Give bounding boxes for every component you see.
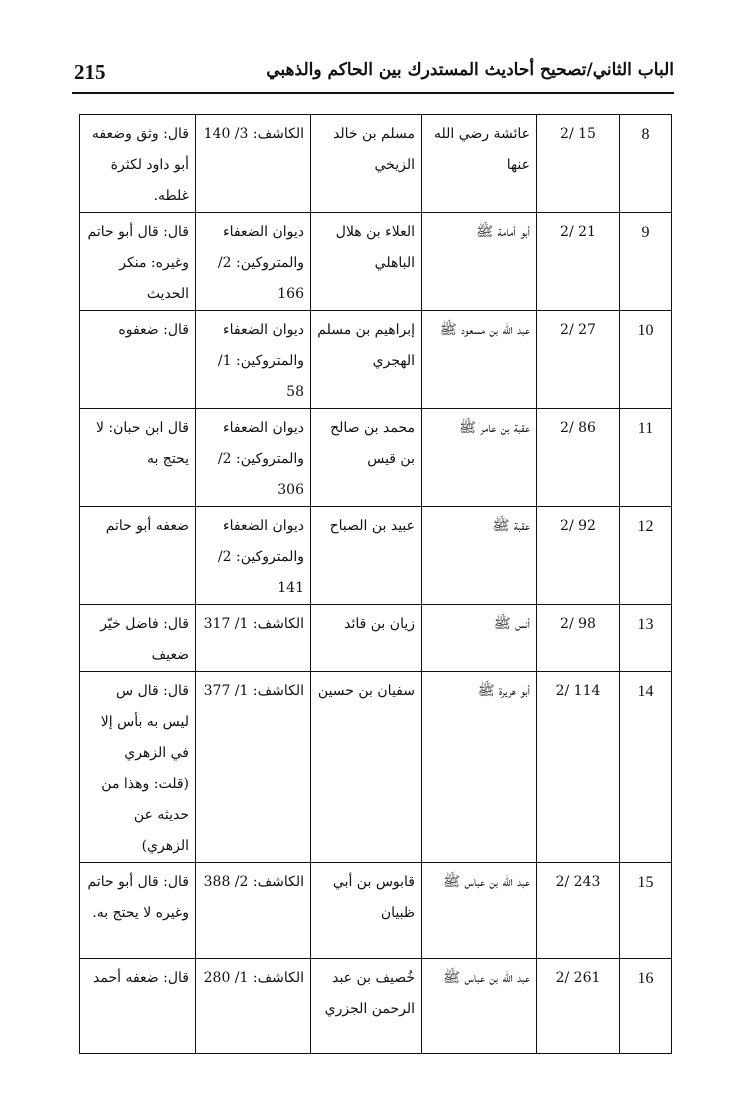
companion-cell: عبد الله بن عباس ﷺ bbox=[422, 863, 537, 959]
table-row bbox=[80, 672, 672, 863]
hadith-reference: 2/ 21 bbox=[537, 213, 620, 311]
table-row bbox=[80, 311, 672, 409]
verdict-cell: قال: ضعفه أحمد bbox=[80, 959, 196, 1054]
companion-cell: أبو هريرة ﷺ bbox=[422, 672, 537, 863]
companion-cell: أنس ﷺ bbox=[422, 605, 537, 672]
table-row bbox=[80, 605, 672, 672]
row-number: 8 bbox=[620, 115, 672, 213]
table-row bbox=[80, 507, 672, 605]
source-cell: الكاشف: 3/ 140 bbox=[196, 115, 311, 213]
narrator-cell: خُصيف بن عبد الرحمن الجزري bbox=[311, 959, 422, 1054]
narrator-cell: سفيان بن حسين bbox=[311, 672, 422, 863]
page-header bbox=[72, 58, 674, 94]
verdict-cell: ضعفه أبو حاتم bbox=[80, 507, 196, 605]
hadith-reference: 2/ 86 bbox=[537, 409, 620, 507]
hadith-reference: 2/ 261 bbox=[537, 959, 620, 1054]
table-row bbox=[80, 213, 672, 311]
narrator-cell: إبراهيم بن مسلم الهجري bbox=[311, 311, 422, 409]
running-title: الباب الثاني/تصحيح أحاديث المستدرك بين الحاكم والذهبي bbox=[266, 60, 674, 80]
row-number: 14 bbox=[620, 672, 672, 863]
source-cell: ديوان الضعفاء والمتروكين: 2/ 306 bbox=[196, 409, 311, 507]
verdict-cell: قال ابن حبان: لا يحتج به bbox=[80, 409, 196, 507]
source-cell: ديوان الضعفاء والمتروكين: 1/ 58 bbox=[196, 311, 311, 409]
verdict-cell: قال: ضعفوه bbox=[80, 311, 196, 409]
companion-cell: أبو أمامة ﷺ bbox=[422, 213, 537, 311]
narrator-cell: العلاء بن هلال الباهلي bbox=[311, 213, 422, 311]
narrator-cell: محمد بن صالح بن قيس bbox=[311, 409, 422, 507]
companion-cell: عقبة بن عامر ﷺ bbox=[422, 409, 537, 507]
row-number: 10 bbox=[620, 311, 672, 409]
companion-cell: عقبة ﷺ bbox=[422, 507, 537, 605]
hadith-reference: 2/ 27 bbox=[537, 311, 620, 409]
row-number: 11 bbox=[620, 409, 672, 507]
narrator-cell: قابوس بن أبي ظبيان bbox=[311, 863, 422, 959]
source-cell: ديوان الضعفاء والمتروكين: 2/ 141 bbox=[196, 507, 311, 605]
source-cell: ديوان الضعفاء والمتروكين: 2/ 166 bbox=[196, 213, 311, 311]
verdict-cell: قال: فاضل خيّر ضعيف bbox=[80, 605, 196, 672]
row-number: 12 bbox=[620, 507, 672, 605]
table-row bbox=[80, 115, 672, 213]
row-number: 16 bbox=[620, 959, 672, 1054]
narrators-table bbox=[79, 114, 672, 1054]
row-number: 9 bbox=[620, 213, 672, 311]
verdict-cell: قال: قال أبو حاتم وغيره لا يحتج به. bbox=[80, 863, 196, 959]
row-number: 13 bbox=[620, 605, 672, 672]
table-row bbox=[80, 959, 672, 1054]
table-row bbox=[80, 863, 672, 959]
narrator-cell: زيان بن قائد bbox=[311, 605, 422, 672]
source-cell: الكاشف: 2/ 388 bbox=[196, 863, 311, 959]
source-cell: الكاشف: 1/ 377 bbox=[196, 672, 311, 863]
table-row bbox=[80, 409, 672, 507]
hadith-reference: 2/ 98 bbox=[537, 605, 620, 672]
narrator-cell: مسلم بن خالد الزيخي bbox=[311, 115, 422, 213]
companion-cell: عبد الله بن عباس ﷺ bbox=[422, 959, 537, 1054]
source-cell: الكاشف: 1/ 280 bbox=[196, 959, 311, 1054]
hadith-reference: 2/ 243 bbox=[537, 863, 620, 959]
hadith-reference: 2/ 114 bbox=[537, 672, 620, 863]
verdict-cell: قال: قال أبو حاتم وغيره: منكر الحديث bbox=[80, 213, 196, 311]
hadith-reference: 2/ 15 bbox=[537, 115, 620, 213]
narrator-cell: عبيد بن الصباح bbox=[311, 507, 422, 605]
hadith-reference: 2/ 92 bbox=[537, 507, 620, 605]
companion-cell: عبد الله بن مسعود ﷺ bbox=[422, 311, 537, 409]
row-number: 15 bbox=[620, 863, 672, 959]
source-cell: الكاشف: 1/ 317 bbox=[196, 605, 311, 672]
page-number: 215 bbox=[74, 60, 106, 84]
verdict-cell: قال: قال س ليس به بأس إلا في الزهري (قلت: وهذا من حديثه عن الزهري) bbox=[80, 672, 196, 863]
companion-cell: عائشة رضي الله عنها bbox=[422, 115, 537, 213]
verdict-cell: قال: وثق وضعفه أبو داود لكثرة غلطه. bbox=[80, 115, 196, 213]
